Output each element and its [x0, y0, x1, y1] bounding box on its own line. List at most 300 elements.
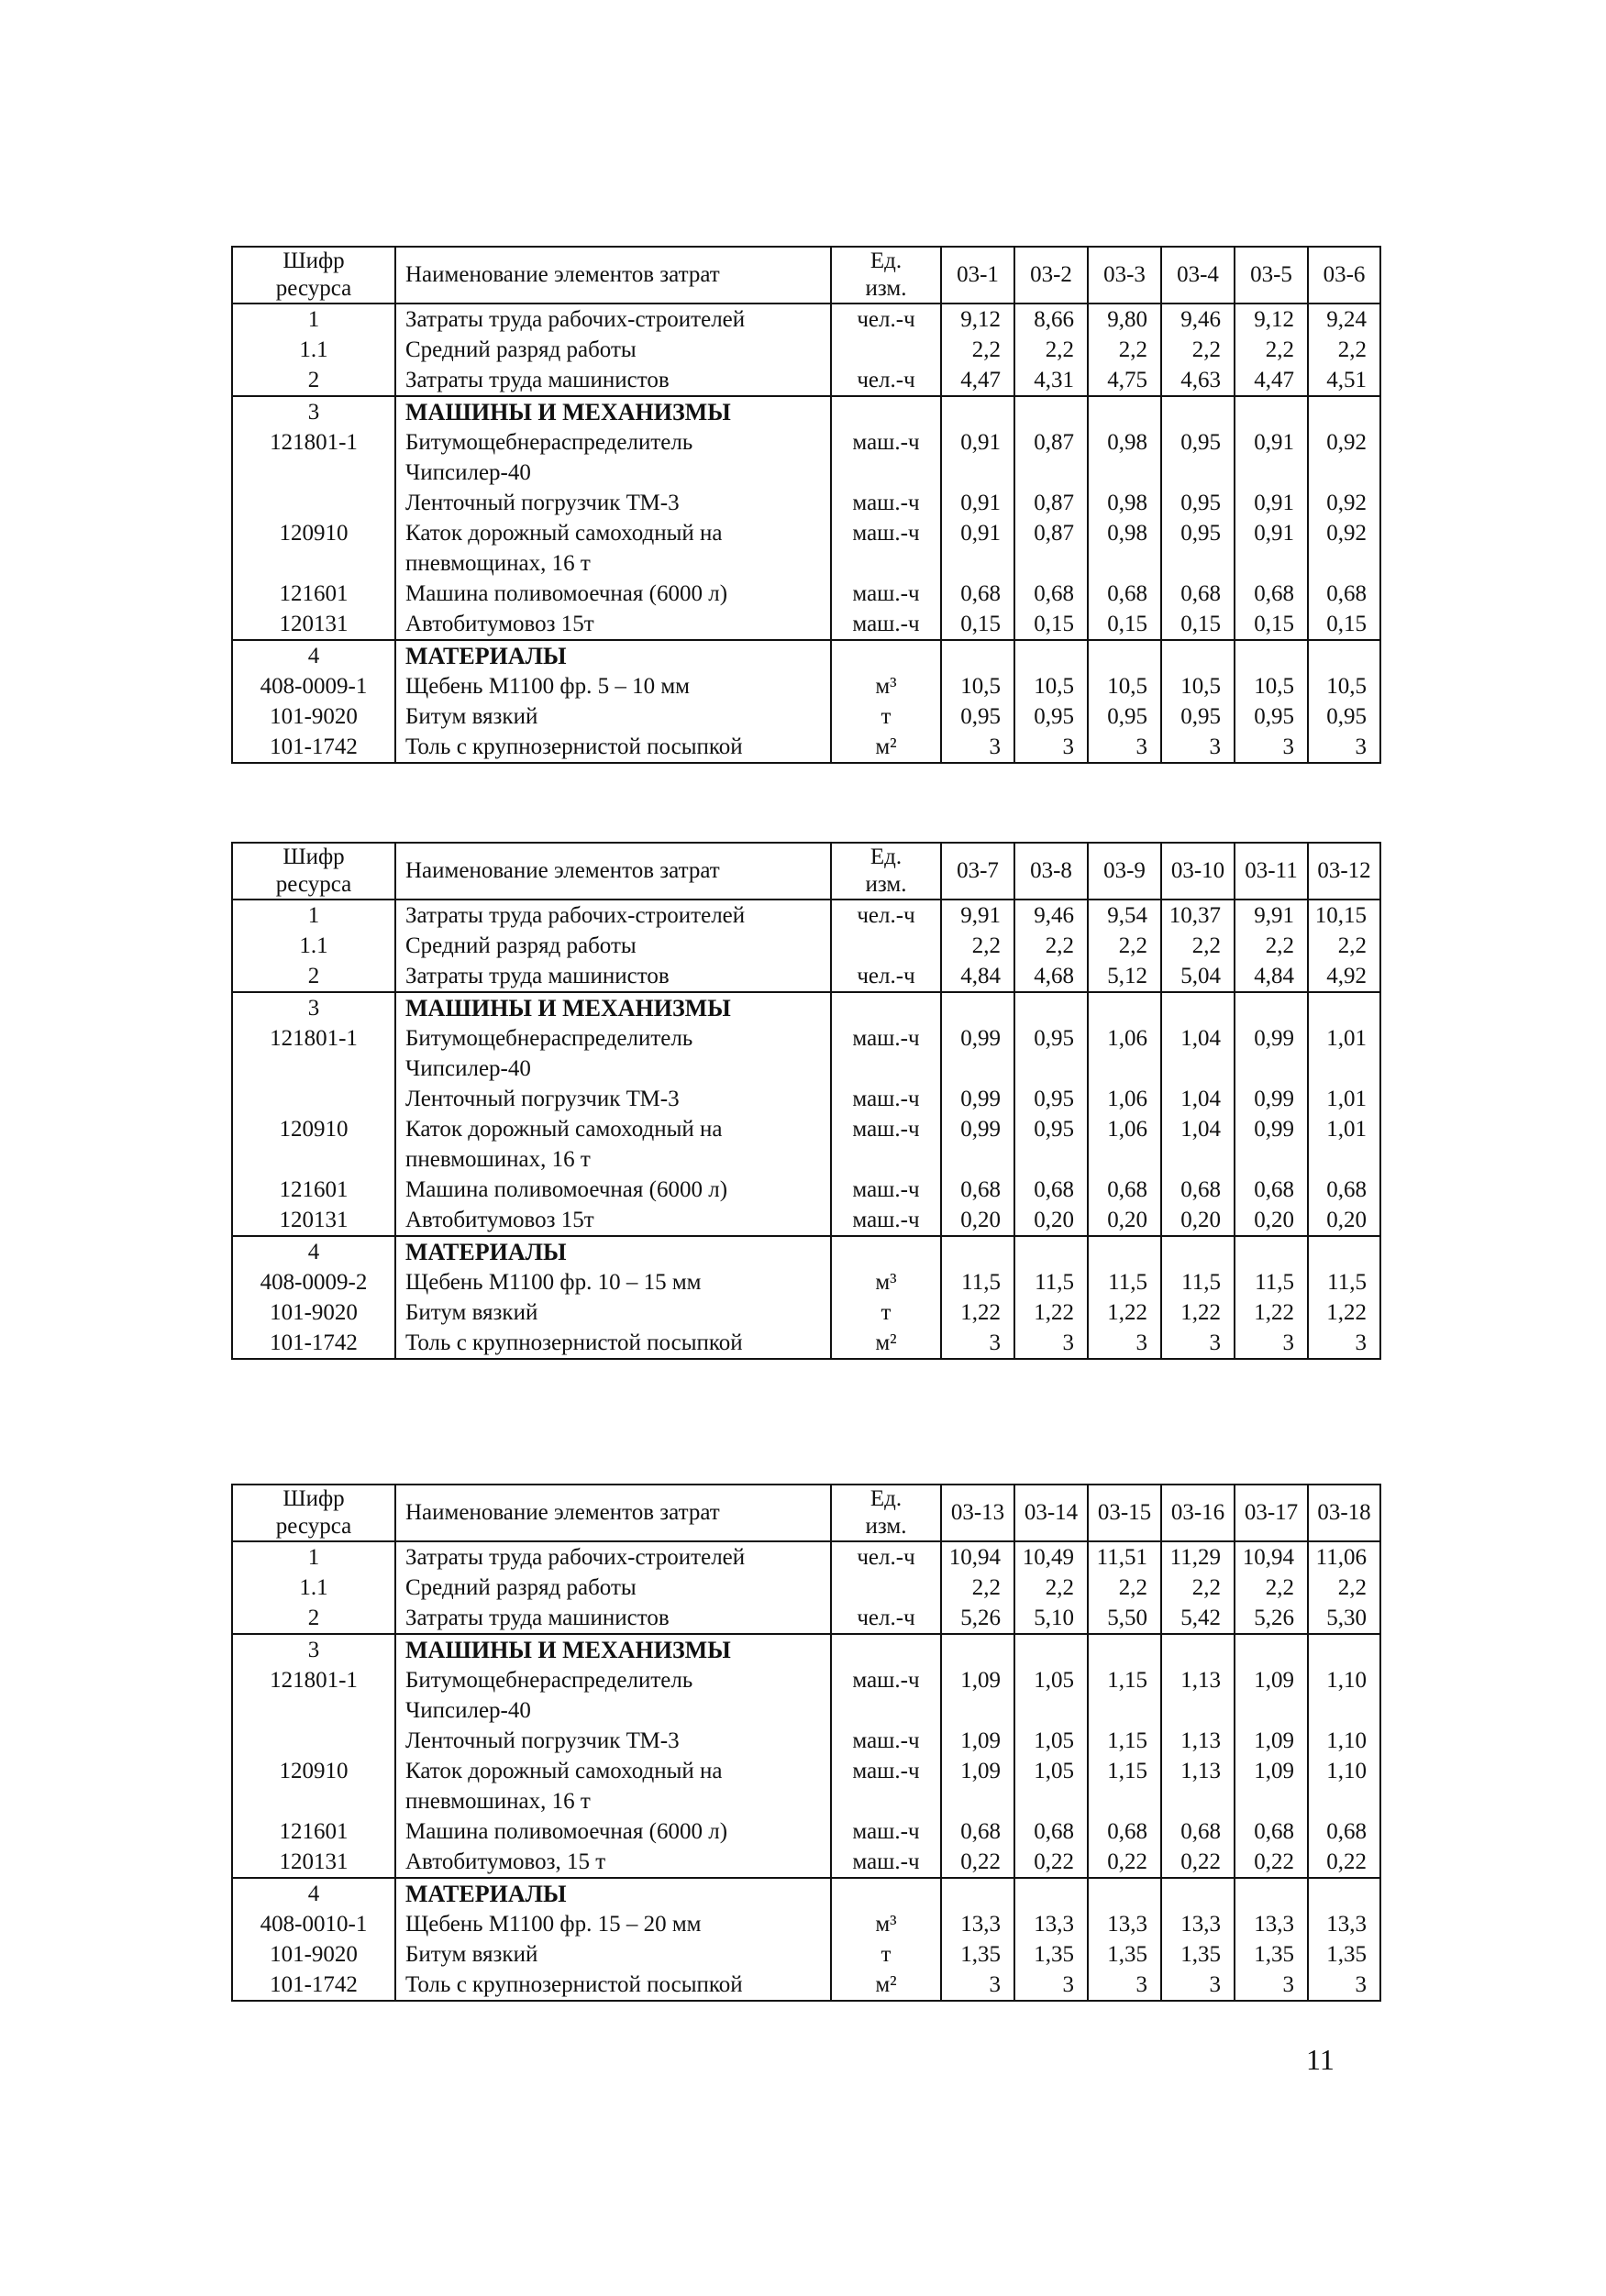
resource-code: 120131 [232, 609, 395, 640]
norm-value: 1,09 [1235, 1665, 1308, 1726]
table-row [232, 1236, 1380, 1267]
element-name-line: Битумощебнераспределитель [405, 430, 693, 455]
norm-value: 1,09 [941, 1756, 1014, 1816]
unit: м² [831, 1970, 941, 2001]
header-norm-code: 03-7 [941, 843, 1014, 900]
norm-value: 4,31 [1014, 365, 1088, 396]
norm-value: 0,68 [941, 579, 1014, 609]
norm-value: 0,68 [1088, 579, 1161, 609]
unit: маш.-ч [831, 1023, 941, 1084]
norm-value [1014, 1878, 1088, 1909]
norm-value: 0,15 [1161, 609, 1235, 640]
norm-value: 2,2 [1235, 335, 1308, 365]
element-name-line: Затраты труда рабочих-строителей [405, 903, 746, 928]
unit: маш.-ч [831, 1756, 941, 1816]
norm-value: 0,68 [1161, 579, 1235, 609]
norm-value: 0,68 [1161, 1816, 1235, 1847]
norm-value [1088, 396, 1161, 427]
norm-value: 1,35 [1014, 1939, 1088, 1970]
resource-code: 101-9020 [232, 1297, 395, 1328]
header-code-line: Шифр [282, 1486, 345, 1511]
norm-value: 0,22 [1235, 1847, 1308, 1878]
norm-value [1161, 1236, 1235, 1267]
norm-value: 1,22 [941, 1297, 1014, 1328]
unit: маш.-ч [831, 1665, 941, 1726]
table-row [232, 992, 1380, 1023]
table-row [232, 1084, 1380, 1114]
header-unit-line: изм. [865, 872, 907, 897]
header-norm-code: 03-8 [1014, 843, 1088, 900]
table-row [232, 1878, 1380, 1909]
norm-value: 1,13 [1161, 1726, 1235, 1756]
norm-value: 0,95 [941, 701, 1014, 732]
norm-value: 9,46 [1014, 900, 1088, 931]
element-name [395, 1175, 831, 1205]
table-row [232, 304, 1380, 335]
element-name [395, 335, 831, 365]
element-name-line: пневмошинах, 16 т [405, 1789, 591, 1814]
element-name-line: Ленточный погрузчик ТМ-3 [405, 1087, 680, 1111]
norm-value: 0,92 [1308, 488, 1380, 518]
table-row [232, 1816, 1380, 1847]
norm-value [1308, 1634, 1380, 1665]
table-row [232, 1939, 1380, 1970]
resource-code: 121801-1 [232, 427, 395, 488]
element-name [395, 1573, 831, 1603]
unit: маш.-ч [831, 1816, 941, 1847]
norm-value: 4,75 [1088, 365, 1161, 396]
norm-value: 10,5 [1014, 671, 1088, 701]
norm-value: 0,15 [1308, 609, 1380, 640]
unit: маш.-ч [831, 1175, 941, 1205]
element-name [395, 732, 831, 763]
resource-code: 4 [232, 1236, 395, 1267]
resource-code: 1 [232, 1541, 395, 1573]
norm-value: 9,12 [941, 304, 1014, 335]
resource-code: 120910 [232, 1114, 395, 1175]
norm-value: 4,47 [1235, 365, 1308, 396]
header-row [232, 843, 1380, 900]
norm-value: 10,15 [1308, 900, 1380, 931]
element-name-line: МАТЕРИАЛЫ [405, 643, 567, 669]
norm-value: 2,2 [941, 931, 1014, 961]
norm-value: 11,5 [941, 1267, 1014, 1297]
header-unit-line: изм. [865, 276, 907, 301]
table-row [232, 1909, 1380, 1939]
norm-value: 11,5 [1088, 1267, 1161, 1297]
norm-value: 0,87 [1014, 488, 1088, 518]
unit [831, 1236, 941, 1267]
norm-value: 0,68 [1235, 579, 1308, 609]
unit: м³ [831, 1267, 941, 1297]
table-row [232, 1726, 1380, 1756]
norm-value: 2,2 [1308, 931, 1380, 961]
element-name-line: Машина поливомоечная (6000 л) [405, 1177, 728, 1202]
unit [831, 640, 941, 671]
norm-value: 1,22 [1014, 1297, 1088, 1328]
element-name [395, 1267, 831, 1297]
norm-value: 1,35 [1088, 1939, 1161, 1970]
element-name-line: МАШИНЫ И МЕХАНИЗМЫ [405, 1637, 731, 1663]
norm-value: 1,06 [1088, 1084, 1161, 1114]
unit: т [831, 1939, 941, 1970]
norm-value: 5,04 [1161, 961, 1235, 992]
table-row [232, 609, 1380, 640]
norm-value: 0,68 [1235, 1175, 1308, 1205]
element-name [395, 1756, 831, 1816]
element-name [395, 1603, 831, 1634]
norm-value: 1,04 [1161, 1084, 1235, 1114]
norm-value: 0,22 [1161, 1847, 1235, 1878]
unit: м² [831, 1328, 941, 1359]
norm-value: 1,05 [1014, 1665, 1088, 1726]
element-name-line: Затраты труда рабочих-строителей [405, 307, 746, 332]
norm-value: 1,04 [1161, 1023, 1235, 1084]
norm-value: 0,91 [1235, 427, 1308, 488]
norm-value: 0,68 [1014, 579, 1088, 609]
element-name-line: Битум вязкий [405, 1300, 538, 1325]
norm-value [1308, 1236, 1380, 1267]
header-code-line: Шифр [282, 248, 345, 273]
norm-value: 0,95 [1014, 1114, 1088, 1175]
norm-value: 3 [1088, 1970, 1161, 2001]
norm-value: 3 [1014, 1328, 1088, 1359]
resource-code: 120910 [232, 518, 395, 579]
norm-value: 0,68 [941, 1816, 1014, 1847]
element-name [395, 1114, 831, 1175]
norm-value: 1,09 [941, 1726, 1014, 1756]
norm-value: 4,84 [1235, 961, 1308, 992]
norm-value: 2,2 [1014, 335, 1088, 365]
unit: чел.-ч [831, 1541, 941, 1573]
norm-value: 5,30 [1308, 1603, 1380, 1634]
unit: чел.-ч [831, 365, 941, 396]
norm-value: 1,01 [1308, 1023, 1380, 1084]
norm-value: 1,09 [1235, 1756, 1308, 1816]
element-name-line: Битум вязкий [405, 704, 538, 729]
norm-value: 1,22 [1235, 1297, 1308, 1328]
element-name-line: Затраты труда машинистов [405, 964, 670, 988]
element-name-line: Толь с крупнозернистой посыпкой [405, 1972, 743, 1997]
norm-value: 10,49 [1014, 1541, 1088, 1573]
norm-value: 4,68 [1014, 961, 1088, 992]
norm-value: 0,20 [941, 1205, 1014, 1236]
norm-value: 0,87 [1014, 427, 1088, 488]
norm-value [1161, 1634, 1235, 1665]
element-name-line: Толь с крупнозернистой посыпкой [405, 1330, 743, 1355]
element-name-line: Битумощебнераспределитель [405, 1668, 693, 1693]
norm-value: 3 [1088, 732, 1161, 763]
norm-value: 5,26 [1235, 1603, 1308, 1634]
resource-code [232, 1726, 395, 1756]
norm-value: 0,95 [1014, 1084, 1088, 1114]
norm-value [1235, 1878, 1308, 1909]
header-norm-code: 03-12 [1308, 843, 1380, 900]
norm-value: 0,99 [1235, 1114, 1308, 1175]
norm-value: 9,46 [1161, 304, 1235, 335]
norm-value: 13,3 [941, 1909, 1014, 1939]
unit: т [831, 701, 941, 732]
resource-code: 121801-1 [232, 1665, 395, 1726]
norm-value: 0,95 [1014, 1023, 1088, 1084]
unit: маш.-ч [831, 1114, 941, 1175]
norm-value: 3 [1014, 732, 1088, 763]
norm-value: 0,20 [1308, 1205, 1380, 1236]
norm-value [941, 396, 1014, 427]
norm-value: 10,5 [1161, 671, 1235, 701]
header-norm-code: 03-5 [1235, 247, 1308, 304]
norm-value: 11,5 [1014, 1267, 1088, 1297]
element-name [395, 1023, 831, 1084]
element-name-line: Затраты труда рабочих-строителей [405, 1545, 746, 1570]
unit: маш.-ч [831, 1726, 941, 1756]
unit: м² [831, 732, 941, 763]
element-name [395, 1541, 831, 1573]
header-code [232, 247, 395, 304]
norm-value: 0,68 [1088, 1816, 1161, 1847]
element-name-line: Толь с крупнозернистой посыпкой [405, 734, 743, 759]
norm-value [1308, 1878, 1380, 1909]
norm-value: 0,68 [1235, 1816, 1308, 1847]
norm-value: 1,04 [1161, 1114, 1235, 1175]
header-unit [831, 247, 941, 304]
element-name [395, 518, 831, 579]
norm-value: 13,3 [1235, 1909, 1308, 1939]
norm-value: 2,2 [1161, 1573, 1235, 1603]
header-norm-code: 03-15 [1088, 1485, 1161, 1541]
norm-value [1235, 640, 1308, 671]
norm-value: 0,20 [1088, 1205, 1161, 1236]
element-name-line: Ленточный погрузчик ТМ-3 [405, 1728, 680, 1753]
norm-value: 1,22 [1308, 1297, 1380, 1328]
norm-value: 1,01 [1308, 1084, 1380, 1114]
table-row [232, 1328, 1380, 1359]
norm-value: 0,99 [1235, 1023, 1308, 1084]
norm-value: 2,2 [941, 335, 1014, 365]
norm-value: 3 [1235, 732, 1308, 763]
resource-code: 120131 [232, 1847, 395, 1878]
header-name: Наименование элементов затрат [395, 247, 831, 304]
norm-value: 3 [1088, 1328, 1161, 1359]
norm-value: 4,84 [941, 961, 1014, 992]
norm-value: 10,94 [941, 1541, 1014, 1573]
unit [831, 992, 941, 1023]
table-row [232, 1267, 1380, 1297]
norm-value: 1,06 [1088, 1114, 1161, 1175]
unit [831, 1573, 941, 1603]
norm-value: 2,2 [1161, 931, 1235, 961]
element-name [395, 579, 831, 609]
resource-code: 3 [232, 1634, 395, 1665]
resource-code: 4 [232, 640, 395, 671]
norm-value: 3 [1014, 1970, 1088, 2001]
header-code-line: ресурса [275, 276, 352, 301]
header-unit [831, 1485, 941, 1541]
norm-value: 0,92 [1308, 518, 1380, 579]
unit: т [831, 1297, 941, 1328]
norm-value: 0,68 [1088, 1175, 1161, 1205]
element-name-line: Щебень М1100 фр. 5 – 10 мм [405, 674, 690, 699]
header-row [232, 247, 1380, 304]
norm-value: 0,22 [1308, 1847, 1380, 1878]
norm-value [1088, 1634, 1161, 1665]
element-name [395, 1205, 831, 1236]
element-name [395, 671, 831, 701]
norm-value: 0,68 [1308, 579, 1380, 609]
norm-value: 10,94 [1235, 1541, 1308, 1573]
header-unit [831, 843, 941, 900]
unit [831, 335, 941, 365]
norm-value: 0,68 [1161, 1175, 1235, 1205]
element-name-line: Автобитумовоз 15т [405, 1208, 594, 1232]
table-row [232, 518, 1380, 579]
norm-value: 1,06 [1088, 1023, 1161, 1084]
element-name-line: Щебень М1100 фр. 15 – 20 мм [405, 1912, 702, 1937]
header-norm-code: 03-17 [1235, 1485, 1308, 1541]
norm-value: 1,10 [1308, 1726, 1380, 1756]
norm-value: 0,91 [1235, 488, 1308, 518]
norm-value: 0,87 [1014, 518, 1088, 579]
header-name: Наименование элементов затрат [395, 1485, 831, 1541]
norm-value: 0,92 [1308, 427, 1380, 488]
norm-value: 2,2 [1235, 931, 1308, 961]
table-row [232, 1205, 1380, 1236]
table-row [232, 335, 1380, 365]
resource-code [232, 1084, 395, 1114]
norm-value: 0,98 [1088, 518, 1161, 579]
norm-value: 0,91 [941, 427, 1014, 488]
header-norm-code: 03-6 [1308, 247, 1380, 304]
norm-value: 3 [1308, 1328, 1380, 1359]
resource-code: 101-1742 [232, 732, 395, 763]
element-name [395, 1297, 831, 1328]
unit: маш.-ч [831, 609, 941, 640]
header-code [232, 1485, 395, 1541]
resource-code: 121601 [232, 1816, 395, 1847]
header-unit-line: Ед. [869, 844, 903, 869]
element-name-line: Чипсилер-40 [405, 1698, 531, 1723]
element-name-line: Машина поливомоечная (6000 л) [405, 1819, 728, 1844]
norm-value: 0,95 [1161, 701, 1235, 732]
header-code-line: Шифр [282, 844, 345, 869]
element-name-line: Битум вязкий [405, 1942, 538, 1967]
norm-value: 10,5 [1235, 671, 1308, 701]
norm-value: 0,99 [941, 1114, 1014, 1175]
table-row [232, 1023, 1380, 1084]
unit [831, 1634, 941, 1665]
norm-value: 1,35 [941, 1939, 1014, 1970]
table-row [232, 1970, 1380, 2001]
norm-value [1161, 1878, 1235, 1909]
table-row [232, 1847, 1380, 1878]
norm-value: 0,15 [1014, 609, 1088, 640]
norm-value: 0,15 [1088, 609, 1161, 640]
norm-value: 0,68 [1014, 1175, 1088, 1205]
norm-value: 0,20 [1014, 1205, 1088, 1236]
norm-value: 2,2 [1014, 1573, 1088, 1603]
table-row [232, 900, 1380, 931]
norm-value [1235, 992, 1308, 1023]
norm-value: 11,5 [1235, 1267, 1308, 1297]
norm-value [1014, 1634, 1088, 1665]
unit: чел.-ч [831, 900, 941, 931]
element-name [395, 900, 831, 931]
resource-code: 101-9020 [232, 701, 395, 732]
norm-value: 11,29 [1161, 1541, 1235, 1573]
resource-code: 1.1 [232, 335, 395, 365]
table-row [232, 579, 1380, 609]
norm-value: 0,95 [1014, 701, 1088, 732]
norm-value [1014, 640, 1088, 671]
norm-value [1161, 640, 1235, 671]
element-name-line: Средний разряд работы [405, 1575, 637, 1600]
norm-value [1088, 1236, 1161, 1267]
norm-value: 1,15 [1088, 1726, 1161, 1756]
element-name-line: МАТЕРИАЛЫ [405, 1881, 567, 1907]
table-row [232, 671, 1380, 701]
norm-value: 4,63 [1161, 365, 1235, 396]
element-name-line: Чипсилер-40 [405, 1056, 531, 1081]
norm-value: 9,91 [1235, 900, 1308, 931]
cost-table [231, 842, 1381, 1360]
cost-table [231, 1484, 1381, 2002]
norm-value [1161, 396, 1235, 427]
norm-value: 0,91 [941, 488, 1014, 518]
norm-value: 0,15 [1235, 609, 1308, 640]
norm-value: 11,5 [1161, 1267, 1235, 1297]
element-name [395, 1847, 831, 1878]
header-norm-code: 03-4 [1161, 247, 1235, 304]
table-row [232, 1114, 1380, 1175]
norm-value: 10,5 [1088, 671, 1161, 701]
table-row [232, 365, 1380, 396]
unit: чел.-ч [831, 304, 941, 335]
table-row [232, 1603, 1380, 1634]
unit: маш.-ч [831, 488, 941, 518]
norm-value: 1,15 [1088, 1665, 1161, 1726]
element-name-line: пневмощинах, 16 т [405, 551, 591, 576]
table-row [232, 640, 1380, 671]
norm-value: 10,5 [941, 671, 1014, 701]
header-norm-code: 03-10 [1161, 843, 1235, 900]
norm-value: 0,98 [1088, 427, 1161, 488]
norm-value: 2,2 [1014, 931, 1088, 961]
element-name [395, 701, 831, 732]
norm-value [1235, 396, 1308, 427]
norm-value: 3 [1308, 1970, 1380, 2001]
unit [831, 1878, 941, 1909]
unit [831, 396, 941, 427]
norm-value: 0,20 [1235, 1205, 1308, 1236]
element-name-line: Битумощебнераспределитель [405, 1026, 693, 1051]
unit [831, 931, 941, 961]
norm-value [1308, 396, 1380, 427]
norm-value: 9,54 [1088, 900, 1161, 931]
element-name-line: пневмошинах, 16 т [405, 1147, 591, 1172]
header-norm-code: 03-3 [1088, 247, 1161, 304]
header-row [232, 1485, 1380, 1541]
cost-table [231, 246, 1381, 764]
norm-value: 3 [1235, 1328, 1308, 1359]
norm-value: 2,2 [1308, 1573, 1380, 1603]
page-number: 11 [1306, 2043, 1335, 2076]
unit: чел.-ч [831, 1603, 941, 1634]
norm-value: 1,01 [1308, 1114, 1380, 1175]
norm-value: 0,68 [1014, 1816, 1088, 1847]
norm-value: 0,15 [941, 609, 1014, 640]
norm-value: 9,24 [1308, 304, 1380, 335]
norm-value: 3 [1161, 1328, 1235, 1359]
